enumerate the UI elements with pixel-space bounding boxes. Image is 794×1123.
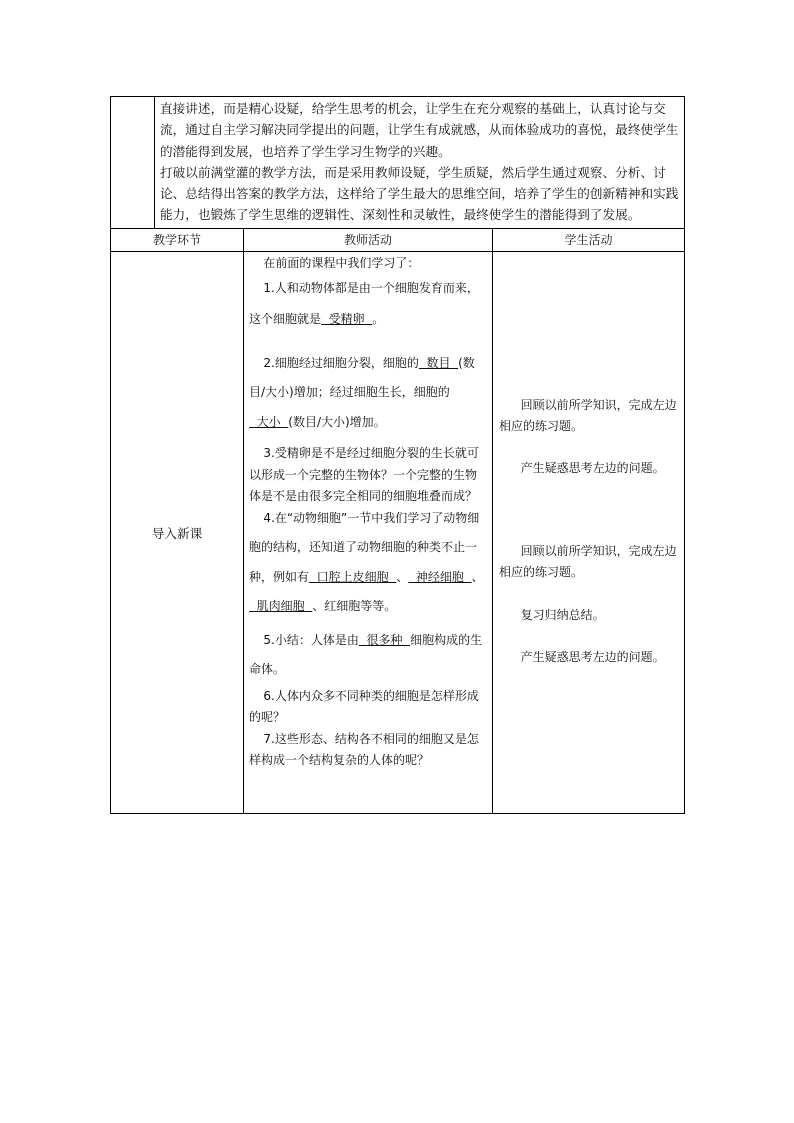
stage-row: [111, 252, 684, 813]
intro-label-cell: [111, 97, 155, 228]
stage-name: 导入新课: [111, 252, 244, 813]
intro-row: [111, 97, 684, 229]
blank-number: 数目: [418, 355, 459, 370]
teacher-activity-cell: [244, 252, 493, 813]
student-activity-3: 回顾以前所学知识，完成左边相应的练习题。: [499, 543, 677, 579]
intro-paragraph-1: 直接讲述，而是精心设疑，给学生思考的机会，让学生在充分观察的基础上，认真讨论与交流，通过自主学习解决同学提出的问题，让学生有成就感，从而体验成功的喜悦，最终使学生的潜能得到发展，也培养了学生学习生物学的兴趣。: [160, 101, 679, 159]
header-teacher: 教师活动: [244, 229, 493, 251]
teacher-q3: 3.受精卵是不是经过细胞分裂的生长就可以形成一个完整的生物体？一个完整的生物体是不是由很多完全相同的细胞堆叠而成？: [249, 446, 479, 504]
student-activity-1: 回顾以前所学知识，完成左边相应的练习题。: [499, 397, 677, 433]
teacher-q5: 5.小结：人体是由 很多种 细胞构成的生命体。: [249, 632, 483, 676]
header-row: [111, 229, 684, 252]
intro-paragraph-2: 打破以前满堂灌的教学方法，而是采用教师设疑，学生质疑，然后学生通过观察、分析、讨论、总结得出答案的教学方法，这样给了学生最大的思维空间，培养了学生的创新精神和实践能力，也锻炼了学生思维的逻辑性、深刻性和灵敏性，最终使学生的潜能得到了发展。: [160, 164, 679, 223]
header-stage: 教学环节: [111, 229, 244, 251]
teacher-q7: 7.这些形态、结构各不相同的细胞又是怎样构成一个结构复杂的人体的呢？: [249, 731, 479, 768]
blank-muscle-cell: 肌肉细胞: [249, 599, 313, 614]
student-activity-cell: [493, 252, 684, 813]
student-activity-4: 复习归纳总结。: [520, 607, 605, 622]
student-activity-2: 产生疑惑思考左边的问题。: [520, 460, 665, 475]
lesson-plan-table: [110, 96, 685, 814]
student-activity-5: 产生疑惑思考左边的问题。: [520, 649, 665, 664]
blank-fertilized-egg: 受精卵: [321, 311, 373, 326]
teacher-q1: 1.人和动物体都是由一个细胞发育而来，这个细胞就是 受精卵 。: [249, 280, 479, 326]
blank-many-kinds: 很多种: [358, 632, 411, 647]
blank-size: 大小: [249, 414, 289, 429]
intro-cell: [155, 97, 684, 228]
blank-oral-epithelial-cell: 口腔上皮细胞: [309, 569, 397, 584]
header-student: 学生活动: [564, 232, 613, 247]
teacher-q4: 4.在“动物细胞”一节中我们学习了动物细胞的结构，还知道了动物细胞的种类不止一种，例如有 口腔上皮细胞 、 神经细胞 、 肌肉细胞 、红细胞等等。: [249, 510, 484, 614]
teacher-q6: 6.人体内众多不同种类的细胞是怎样形成的呢？: [249, 688, 479, 725]
blank-nerve-cell: 神经细胞: [408, 569, 472, 584]
teacher-q2: 2.细胞经过细胞分裂，细胞的 数目 (数目/大小)增加；经过细胞生长，细胞的 大小 (数目/大小)增加。: [249, 355, 475, 429]
teacher-intro-line: 在前面的课程中我们学习了：: [263, 255, 420, 270]
